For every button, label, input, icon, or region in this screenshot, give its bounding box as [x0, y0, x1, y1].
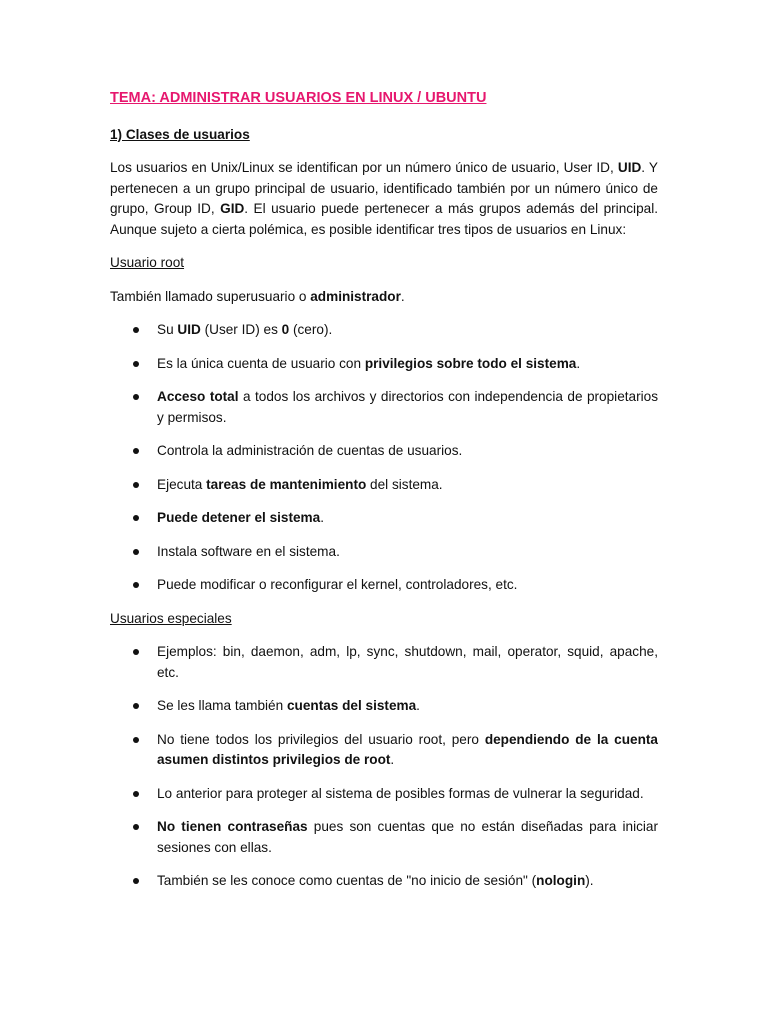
special-bullet-list [110, 642, 658, 892]
text-run: pues son cuentas que no están diseñadas para iniciar sesiones con ellas. [157, 819, 658, 855]
text-run: Puede modificar o reconfigurar el kernel, controladores, etc. [157, 577, 518, 592]
text-run: (cero). [289, 322, 333, 337]
text-run: Controla la administración de cuentas de usuarios. [157, 443, 463, 458]
list-item [110, 817, 658, 858]
list-item [110, 475, 658, 496]
text-run: Es la única cuenta de usuario con [157, 355, 365, 371]
list-item [110, 642, 658, 683]
page-title: TEMA: ADMINISTRAR USUARIOS EN LINUX / UBUNTU [110, 90, 487, 106]
bold-run: GID [220, 201, 245, 216]
list-item [110, 387, 658, 428]
text-run: También llamado superusuario o [110, 288, 311, 304]
bold-run: No tienen contraseñas [157, 819, 308, 834]
text-run: del sistema. [366, 476, 443, 492]
root-bullet-list [110, 320, 658, 596]
list-item [110, 730, 658, 771]
list-item [110, 575, 658, 596]
text-run: Ejemplos: bin, daemon, adm, lp, sync, shutdown, mail, operator, squid, apache, etc. [157, 644, 658, 680]
text-run: Ejecuta [157, 476, 207, 492]
text-run: . [320, 510, 324, 525]
text-run: . [390, 752, 395, 767]
text-run: a todos los archivos y directorios con independencia de propietarios y permisos. [157, 389, 658, 425]
subheading-usuarios-especiales: Usuarios especiales [110, 610, 232, 626]
text-run: Su [157, 322, 178, 337]
subheading-usuario-root: Usuario root [110, 255, 185, 270]
bold-run: nologin [536, 873, 586, 888]
list-item [110, 320, 658, 341]
list-item [110, 441, 658, 462]
text-run: . Y pertenecen a un grupo principal de usuario, identificado también por un número único de grupo, Group ID, [110, 160, 659, 216]
text-run: . [400, 288, 405, 304]
list-item [110, 696, 658, 717]
bold-run: 0 [281, 322, 290, 337]
text-run: También se les conoce como cuentas de "no inicio de sesión" ( [157, 873, 537, 888]
bold-run: Acceso total [157, 389, 239, 404]
text-run: . [416, 698, 420, 713]
text-run: (User ID) es [200, 322, 282, 337]
text-run: Instala software en el sistema. [157, 543, 340, 559]
bold-run: UID [177, 322, 201, 337]
list-item [110, 354, 658, 375]
bold-run: UID [617, 160, 642, 175]
section-heading-clases: 1) Clases de usuarios [110, 126, 250, 142]
text-run: Se les llama también [157, 698, 287, 713]
text-run: Los usuarios en Unix/Linux se identifican por un número único de usuario, User ID, [110, 160, 618, 175]
bold-run: dependiendo de la cuenta asumen distintos privilegios de root [157, 731, 658, 767]
text-run: . El usuario puede pertenecer a más grupos además del principal. Aunque sujeto a cierta polémica, es posible identificar tres tipos de usuarios en Linux: [110, 201, 658, 237]
list-item [110, 871, 658, 892]
bold-run: tareas de mantenimiento [206, 476, 367, 492]
text-run: . [576, 355, 581, 371]
intro-paragraph [110, 158, 658, 240]
list-item [110, 784, 658, 805]
text-run: No tiene todos los privilegios del usuario root, pero [157, 731, 485, 747]
list-item [110, 542, 658, 563]
root-intro-paragraph [110, 287, 658, 308]
list-item [110, 508, 658, 529]
text-run: ). [585, 873, 594, 888]
bold-run: privilegios sobre todo el sistema [364, 355, 577, 371]
text-run: Lo anterior para proteger al sistema de posibles formas de vulnerar la seguridad. [157, 785, 644, 801]
bold-run: administrador [310, 288, 401, 304]
bold-run: cuentas del sistema [286, 698, 417, 713]
bold-run: Puede detener el sistema [157, 510, 321, 525]
